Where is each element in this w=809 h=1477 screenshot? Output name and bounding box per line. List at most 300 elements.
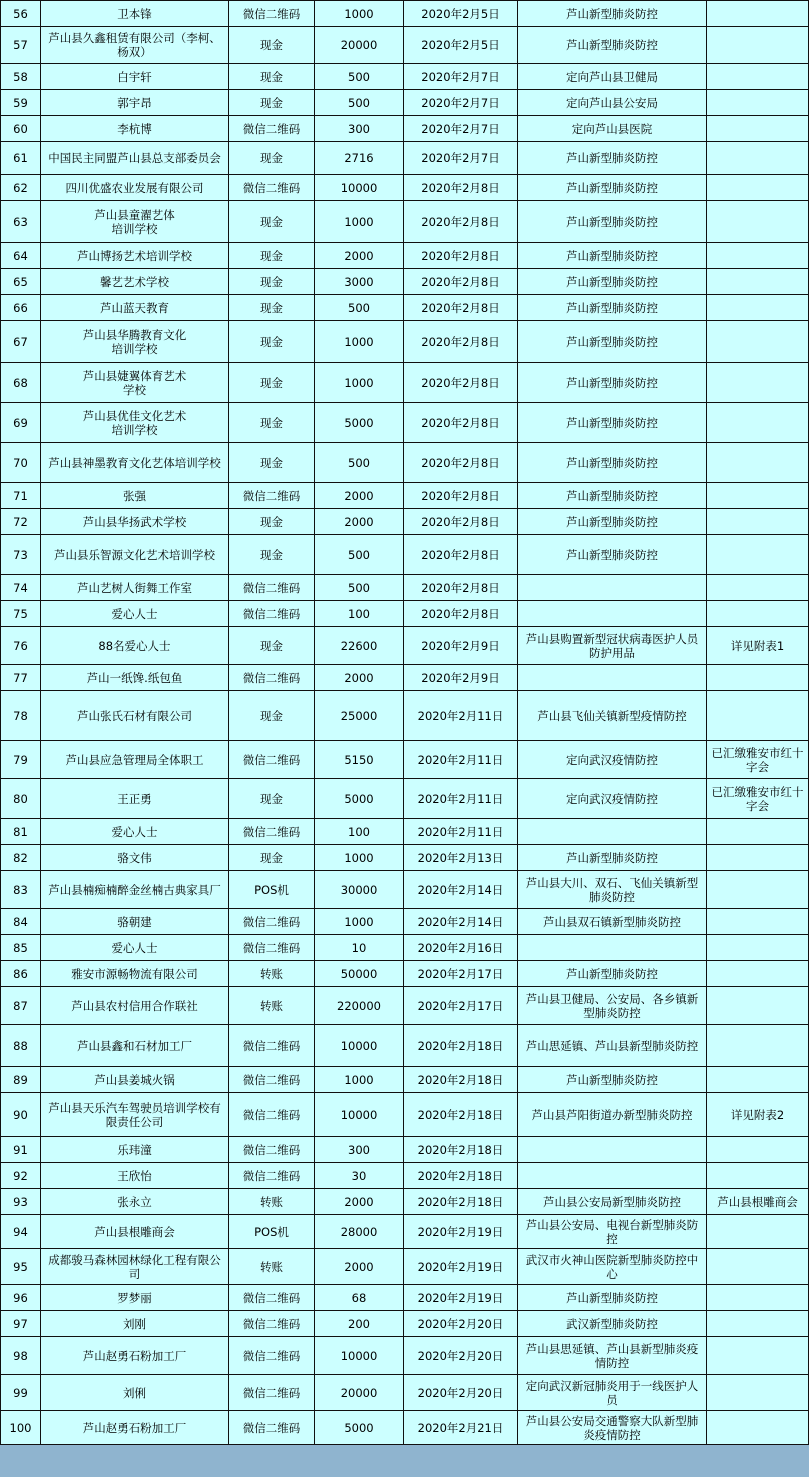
purpose-cell: 芦山新型肺炎防控 xyxy=(518,321,707,363)
amount-cell: 500 xyxy=(315,295,404,321)
note-cell xyxy=(707,64,809,90)
row-number-cell: 97 xyxy=(1,1311,41,1337)
purpose-cell: 芦山新型肺炎防控 xyxy=(518,1285,707,1311)
amount-cell: 5000 xyxy=(315,1411,404,1445)
donor-cell: 芦山蓝天教育 xyxy=(41,295,229,321)
payment-method-cell: 现金 xyxy=(229,269,315,295)
note-cell xyxy=(707,987,809,1025)
table-row xyxy=(1,403,809,443)
payment-method-cell: 微信二维码 xyxy=(229,1163,315,1189)
amount-cell: 100 xyxy=(315,601,404,627)
date-cell: 2020年2月9日 xyxy=(404,665,518,691)
amount-cell: 2000 xyxy=(315,1189,404,1215)
table-row xyxy=(1,987,809,1025)
amount-cell: 2000 xyxy=(315,1249,404,1285)
row-number-cell: 82 xyxy=(1,845,41,871)
amount-cell: 10000 xyxy=(315,1025,404,1067)
note-cell xyxy=(707,243,809,269)
purpose-cell: 芦山新型肺炎防控 xyxy=(518,295,707,321)
table-row xyxy=(1,321,809,363)
note-cell xyxy=(707,269,809,295)
row-number-cell: 89 xyxy=(1,1067,41,1093)
amount-cell: 1000 xyxy=(315,321,404,363)
note-cell: 已汇缴雅安市红十字会 xyxy=(707,741,809,779)
amount-cell: 2000 xyxy=(315,243,404,269)
row-number-cell: 87 xyxy=(1,987,41,1025)
note-cell xyxy=(707,116,809,142)
row-number-cell: 68 xyxy=(1,363,41,403)
date-cell: 2020年2月8日 xyxy=(404,443,518,483)
purpose-cell: 芦山思延镇、芦山县新型肺炎防控 xyxy=(518,1025,707,1067)
amount-cell: 200 xyxy=(315,1311,404,1337)
donor-cell: 芦山县童濯艺体 培训学校 xyxy=(41,201,229,243)
note-cell xyxy=(707,1,809,27)
note-cell: 详见附表2 xyxy=(707,1093,809,1137)
date-cell: 2020年2月8日 xyxy=(404,321,518,363)
donor-cell: 芦山县姜城火锅 xyxy=(41,1067,229,1093)
payment-method-cell: 微信二维码 xyxy=(229,741,315,779)
date-cell: 2020年2月14日 xyxy=(404,871,518,909)
date-cell: 2020年2月8日 xyxy=(404,535,518,575)
donor-cell: 芦山县优佳文化艺术 培训学校 xyxy=(41,403,229,443)
table-row xyxy=(1,27,809,64)
table-row xyxy=(1,535,809,575)
donor-cell: 王欣怡 xyxy=(41,1163,229,1189)
amount-cell: 10 xyxy=(315,935,404,961)
donor-cell: 雅安市源畅物流有限公司 xyxy=(41,961,229,987)
purpose-cell: 芦山新型肺炎防控 xyxy=(518,443,707,483)
date-cell: 2020年2月11日 xyxy=(404,819,518,845)
table-row xyxy=(1,1249,809,1285)
date-cell: 2020年2月14日 xyxy=(404,909,518,935)
table-row xyxy=(1,175,809,201)
table-row xyxy=(1,64,809,90)
donor-cell: 张强 xyxy=(41,483,229,509)
table-row xyxy=(1,142,809,175)
date-cell: 2020年2月18日 xyxy=(404,1067,518,1093)
amount-cell: 1000 xyxy=(315,1,404,27)
purpose-cell: 芦山县公安局交通警察大队新型肺炎疫情防控 xyxy=(518,1411,707,1445)
amount-cell: 50000 xyxy=(315,961,404,987)
table-row xyxy=(1,1311,809,1337)
donor-cell: 中国民主同盟芦山县总支部委员会 xyxy=(41,142,229,175)
table-row xyxy=(1,1025,809,1067)
row-number-cell: 90 xyxy=(1,1093,41,1137)
date-cell: 2020年2月8日 xyxy=(404,575,518,601)
donor-cell: 88名爱心人士 xyxy=(41,627,229,665)
purpose-cell xyxy=(518,665,707,691)
purpose-cell: 芦山新型肺炎防控 xyxy=(518,363,707,403)
amount-cell: 28000 xyxy=(315,1215,404,1249)
note-cell xyxy=(707,1375,809,1411)
table-row xyxy=(1,819,809,845)
purpose-cell: 芦山县购置新型冠状病毒医护人员防护用品 xyxy=(518,627,707,665)
donor-cell: 刘俐 xyxy=(41,1375,229,1411)
purpose-cell: 武汉市火神山医院新型肺炎防控中心 xyxy=(518,1249,707,1285)
payment-method-cell: 现金 xyxy=(229,27,315,64)
note-cell xyxy=(707,909,809,935)
note-cell xyxy=(707,142,809,175)
purpose-cell: 芦山新型肺炎防控 xyxy=(518,483,707,509)
row-number-cell: 56 xyxy=(1,1,41,27)
row-number-cell: 57 xyxy=(1,27,41,64)
donor-cell: 芦山艺树人街舞工作室 xyxy=(41,575,229,601)
table-row xyxy=(1,443,809,483)
payment-method-cell: 现金 xyxy=(229,779,315,819)
table-row xyxy=(1,1067,809,1093)
donor-cell: 芦山县应急管理局全体职工 xyxy=(41,741,229,779)
amount-cell: 500 xyxy=(315,535,404,575)
donor-cell: 罗梦丽 xyxy=(41,1285,229,1311)
payment-method-cell: 微信二维码 xyxy=(229,935,315,961)
purpose-cell xyxy=(518,601,707,627)
row-number-cell: 95 xyxy=(1,1249,41,1285)
donor-cell: 爱心人士 xyxy=(41,601,229,627)
payment-method-cell: 现金 xyxy=(229,243,315,269)
table-row xyxy=(1,665,809,691)
row-number-cell: 88 xyxy=(1,1025,41,1067)
amount-cell: 1000 xyxy=(315,363,404,403)
purpose-cell: 芦山县大川、双石、飞仙关镇新型肺炎防控 xyxy=(518,871,707,909)
table-row xyxy=(1,1411,809,1445)
donor-cell: 骆文伟 xyxy=(41,845,229,871)
row-number-cell: 100 xyxy=(1,1411,41,1445)
payment-method-cell: 微信二维码 xyxy=(229,1311,315,1337)
row-number-cell: 92 xyxy=(1,1163,41,1189)
table-row xyxy=(1,116,809,142)
purpose-cell: 定向芦山县卫健局 xyxy=(518,64,707,90)
note-cell xyxy=(707,1337,809,1375)
amount-cell: 1000 xyxy=(315,201,404,243)
table-row xyxy=(1,627,809,665)
donor-cell: 张永立 xyxy=(41,1189,229,1215)
donor-cell: 王正勇 xyxy=(41,779,229,819)
note-cell xyxy=(707,935,809,961)
table-row xyxy=(1,269,809,295)
note-cell xyxy=(707,90,809,116)
date-cell: 2020年2月8日 xyxy=(404,363,518,403)
row-number-cell: 76 xyxy=(1,627,41,665)
date-cell: 2020年2月20日 xyxy=(404,1337,518,1375)
note-cell xyxy=(707,961,809,987)
row-number-cell: 71 xyxy=(1,483,41,509)
date-cell: 2020年2月9日 xyxy=(404,627,518,665)
date-cell: 2020年2月20日 xyxy=(404,1311,518,1337)
amount-cell: 100 xyxy=(315,819,404,845)
table-row xyxy=(1,935,809,961)
amount-cell: 5000 xyxy=(315,779,404,819)
amount-cell: 3000 xyxy=(315,269,404,295)
amount-cell: 1000 xyxy=(315,845,404,871)
amount-cell: 20000 xyxy=(315,27,404,64)
payment-method-cell: 微信二维码 xyxy=(229,483,315,509)
donor-cell: 爱心人士 xyxy=(41,935,229,961)
donation-table-body xyxy=(1,1,809,1445)
date-cell: 2020年2月8日 xyxy=(404,295,518,321)
amount-cell: 10000 xyxy=(315,1337,404,1375)
note-cell: 芦山县根雕商会 xyxy=(707,1189,809,1215)
note-cell xyxy=(707,575,809,601)
donor-cell: 芦山县农村信用合作联社 xyxy=(41,987,229,1025)
amount-cell: 30 xyxy=(315,1163,404,1189)
donor-cell: 爱心人士 xyxy=(41,819,229,845)
amount-cell: 500 xyxy=(315,575,404,601)
donor-cell: 四川优盛农业发展有限公司 xyxy=(41,175,229,201)
row-number-cell: 75 xyxy=(1,601,41,627)
amount-cell: 300 xyxy=(315,116,404,142)
payment-method-cell: 微信二维码 xyxy=(229,1025,315,1067)
donor-cell: 芦山博扬艺术培训学校 xyxy=(41,243,229,269)
row-number-cell: 85 xyxy=(1,935,41,961)
row-number-cell: 74 xyxy=(1,575,41,601)
date-cell: 2020年2月8日 xyxy=(404,601,518,627)
amount-cell: 5150 xyxy=(315,741,404,779)
donor-cell: 白宇轩 xyxy=(41,64,229,90)
note-cell xyxy=(707,321,809,363)
table-row xyxy=(1,90,809,116)
payment-method-cell: 微信二维码 xyxy=(229,1137,315,1163)
table-row xyxy=(1,909,809,935)
payment-method-cell: 现金 xyxy=(229,321,315,363)
payment-method-cell: 现金 xyxy=(229,90,315,116)
amount-cell: 500 xyxy=(315,64,404,90)
donor-cell: 芦山县鑫和石材加工厂 xyxy=(41,1025,229,1067)
purpose-cell: 芦山县卫健局、公安局、各乡镇新型肺炎防控 xyxy=(518,987,707,1025)
donor-cell: 芦山县神墨教育文化艺体培训学校 xyxy=(41,443,229,483)
purpose-cell: 芦山县思延镇、芦山县新型肺炎疫情防控 xyxy=(518,1337,707,1375)
payment-method-cell: 微信二维码 xyxy=(229,1067,315,1093)
purpose-cell: 芦山县双石镇新型肺炎防控 xyxy=(518,909,707,935)
payment-method-cell: 微信二维码 xyxy=(229,1285,315,1311)
note-cell xyxy=(707,295,809,321)
table-row xyxy=(1,601,809,627)
row-number-cell: 64 xyxy=(1,243,41,269)
date-cell: 2020年2月17日 xyxy=(404,961,518,987)
donor-cell: 芦山县天乐汽车驾驶员培训学校有限责任公司 xyxy=(41,1093,229,1137)
purpose-cell xyxy=(518,935,707,961)
row-number-cell: 62 xyxy=(1,175,41,201)
donor-cell: 成都骏马森林园林绿化工程有限公司 xyxy=(41,1249,229,1285)
note-cell: 详见附表1 xyxy=(707,627,809,665)
purpose-cell: 芦山新型肺炎防控 xyxy=(518,845,707,871)
donor-cell: 芦山张氏石材有限公司 xyxy=(41,691,229,741)
purpose-cell: 芦山新型肺炎防控 xyxy=(518,175,707,201)
row-number-cell: 61 xyxy=(1,142,41,175)
row-number-cell: 86 xyxy=(1,961,41,987)
payment-method-cell: 现金 xyxy=(229,509,315,535)
payment-method-cell: 转账 xyxy=(229,1249,315,1285)
note-cell: 已汇缴雅安市红十字会 xyxy=(707,779,809,819)
payment-method-cell: 现金 xyxy=(229,627,315,665)
amount-cell: 1000 xyxy=(315,1067,404,1093)
amount-cell: 10000 xyxy=(315,175,404,201)
note-cell xyxy=(707,509,809,535)
donor-cell: 乐玮潼 xyxy=(41,1137,229,1163)
purpose-cell xyxy=(518,1137,707,1163)
date-cell: 2020年2月21日 xyxy=(404,1411,518,1445)
row-number-cell: 99 xyxy=(1,1375,41,1411)
table-row xyxy=(1,1137,809,1163)
payment-method-cell: POS机 xyxy=(229,871,315,909)
date-cell: 2020年2月7日 xyxy=(404,64,518,90)
payment-method-cell: 微信二维码 xyxy=(229,819,315,845)
purpose-cell: 芦山新型肺炎防控 xyxy=(518,1067,707,1093)
donor-cell: 刘刚 xyxy=(41,1311,229,1337)
donor-cell: 芦山县乐智源文化艺术培训学校 xyxy=(41,535,229,575)
table-row xyxy=(1,509,809,535)
amount-cell: 500 xyxy=(315,443,404,483)
row-number-cell: 77 xyxy=(1,665,41,691)
payment-method-cell: 现金 xyxy=(229,64,315,90)
amount-cell: 1000 xyxy=(315,909,404,935)
donor-cell: 芦山县婕翼体育艺术 学校 xyxy=(41,363,229,403)
date-cell: 2020年2月7日 xyxy=(404,116,518,142)
amount-cell: 22600 xyxy=(315,627,404,665)
payment-method-cell: 微信二维码 xyxy=(229,1337,315,1375)
table-row xyxy=(1,295,809,321)
table-row xyxy=(1,1337,809,1375)
amount-cell: 2000 xyxy=(315,483,404,509)
table-row xyxy=(1,575,809,601)
donor-cell: 骆朝建 xyxy=(41,909,229,935)
date-cell: 2020年2月11日 xyxy=(404,691,518,741)
payment-method-cell: 现金 xyxy=(229,201,315,243)
table-row xyxy=(1,1,809,27)
note-cell xyxy=(707,819,809,845)
row-number-cell: 80 xyxy=(1,779,41,819)
amount-cell: 220000 xyxy=(315,987,404,1025)
table-row xyxy=(1,483,809,509)
table-row xyxy=(1,201,809,243)
row-number-cell: 93 xyxy=(1,1189,41,1215)
note-cell xyxy=(707,363,809,403)
row-number-cell: 69 xyxy=(1,403,41,443)
purpose-cell: 芦山新型肺炎防控 xyxy=(518,27,707,64)
amount-cell: 30000 xyxy=(315,871,404,909)
note-cell xyxy=(707,1137,809,1163)
note-cell xyxy=(707,1311,809,1337)
table-row xyxy=(1,1163,809,1189)
note-cell xyxy=(707,1285,809,1311)
date-cell: 2020年2月13日 xyxy=(404,845,518,871)
payment-method-cell: 微信二维码 xyxy=(229,601,315,627)
amount-cell: 300 xyxy=(315,1137,404,1163)
note-cell xyxy=(707,1215,809,1249)
purpose-cell: 定向芦山县医院 xyxy=(518,116,707,142)
table-row xyxy=(1,1215,809,1249)
payment-method-cell: POS机 xyxy=(229,1215,315,1249)
note-cell xyxy=(707,201,809,243)
amount-cell: 5000 xyxy=(315,403,404,443)
amount-cell: 2000 xyxy=(315,665,404,691)
payment-method-cell: 现金 xyxy=(229,142,315,175)
table-row xyxy=(1,741,809,779)
donor-cell: 芦山县华腾教育文化 培训学校 xyxy=(41,321,229,363)
row-number-cell: 58 xyxy=(1,64,41,90)
date-cell: 2020年2月8日 xyxy=(404,243,518,269)
payment-method-cell: 微信二维码 xyxy=(229,575,315,601)
donor-cell: 芦山赵勇石粉加工厂 xyxy=(41,1411,229,1445)
donor-cell: 芦山赵勇石粉加工厂 xyxy=(41,1337,229,1375)
payment-method-cell: 现金 xyxy=(229,845,315,871)
payment-method-cell: 转账 xyxy=(229,961,315,987)
note-cell xyxy=(707,443,809,483)
date-cell: 2020年2月11日 xyxy=(404,741,518,779)
row-number-cell: 78 xyxy=(1,691,41,741)
note-cell xyxy=(707,665,809,691)
note-cell xyxy=(707,403,809,443)
note-cell xyxy=(707,535,809,575)
date-cell: 2020年2月8日 xyxy=(404,509,518,535)
purpose-cell: 定向芦山县公安局 xyxy=(518,90,707,116)
payment-method-cell: 转账 xyxy=(229,1189,315,1215)
donor-cell: 芦山一纸馋.纸包鱼 xyxy=(41,665,229,691)
purpose-cell: 定向武汉新冠肺炎用于一线医护人员 xyxy=(518,1375,707,1411)
payment-method-cell: 微信二维码 xyxy=(229,665,315,691)
date-cell: 2020年2月18日 xyxy=(404,1093,518,1137)
date-cell: 2020年2月19日 xyxy=(404,1249,518,1285)
row-number-cell: 94 xyxy=(1,1215,41,1249)
date-cell: 2020年2月18日 xyxy=(404,1025,518,1067)
table-row xyxy=(1,779,809,819)
amount-cell: 68 xyxy=(315,1285,404,1311)
row-number-cell: 59 xyxy=(1,90,41,116)
date-cell: 2020年2月18日 xyxy=(404,1163,518,1189)
purpose-cell: 芦山新型肺炎防控 xyxy=(518,142,707,175)
purpose-cell: 芦山新型肺炎防控 xyxy=(518,961,707,987)
donor-cell: 卫本锋 xyxy=(41,1,229,27)
date-cell: 2020年2月8日 xyxy=(404,483,518,509)
payment-method-cell: 微信二维码 xyxy=(229,1093,315,1137)
table-row xyxy=(1,243,809,269)
date-cell: 2020年2月18日 xyxy=(404,1189,518,1215)
row-number-cell: 91 xyxy=(1,1137,41,1163)
payment-method-cell: 微信二维码 xyxy=(229,909,315,935)
payment-method-cell: 微信二维码 xyxy=(229,175,315,201)
payment-method-cell: 现金 xyxy=(229,691,315,741)
purpose-cell: 芦山新型肺炎防控 xyxy=(518,509,707,535)
donor-cell: 馨艺艺术学校 xyxy=(41,269,229,295)
donor-cell: 李杭博 xyxy=(41,116,229,142)
amount-cell: 20000 xyxy=(315,1375,404,1411)
table-row xyxy=(1,871,809,909)
table-row xyxy=(1,845,809,871)
note-cell xyxy=(707,1025,809,1067)
purpose-cell: 芦山县飞仙关镇新型疫情防控 xyxy=(518,691,707,741)
purpose-cell: 芦山新型肺炎防控 xyxy=(518,1,707,27)
date-cell: 2020年2月18日 xyxy=(404,1137,518,1163)
note-cell xyxy=(707,691,809,741)
donor-cell: 芦山县根雕商会 xyxy=(41,1215,229,1249)
row-number-cell: 63 xyxy=(1,201,41,243)
payment-method-cell: 现金 xyxy=(229,295,315,321)
row-number-cell: 66 xyxy=(1,295,41,321)
table-row xyxy=(1,1093,809,1137)
payment-method-cell: 现金 xyxy=(229,403,315,443)
table-row xyxy=(1,1189,809,1215)
row-number-cell: 96 xyxy=(1,1285,41,1311)
purpose-cell: 芦山县公安局、电视台新型肺炎防控 xyxy=(518,1215,707,1249)
date-cell: 2020年2月7日 xyxy=(404,90,518,116)
purpose-cell: 芦山新型肺炎防控 xyxy=(518,403,707,443)
table-row xyxy=(1,1375,809,1411)
note-cell xyxy=(707,483,809,509)
table-row xyxy=(1,363,809,403)
payment-method-cell: 现金 xyxy=(229,535,315,575)
date-cell: 2020年2月8日 xyxy=(404,201,518,243)
row-number-cell: 81 xyxy=(1,819,41,845)
amount-cell: 10000 xyxy=(315,1093,404,1137)
